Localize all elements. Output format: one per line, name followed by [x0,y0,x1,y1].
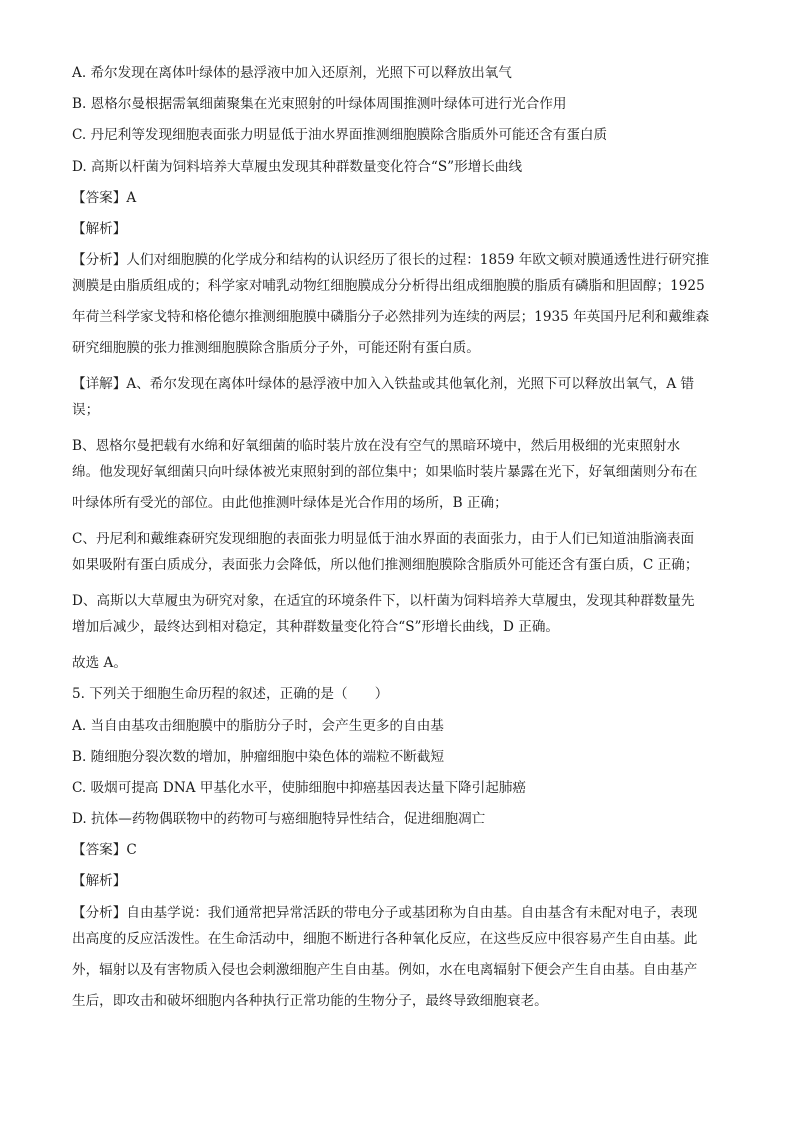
q5-analysis [72,903,724,1017]
q4-detail-line: 增加后减少，最终达到相对稳定，其种群数量变化符合“S”形增长曲线，D 正确。 [72,619,560,636]
q4-analysis [72,250,724,364]
q4-detail-line: C、丹尼利和戴维森研究发现细胞的表面张力明显低于油水界面的表面张力，由于人们已知道油脂滴表面 [72,531,695,548]
q5-jiexi-heading: 【解析】 [72,873,127,890]
q4-option-b: B. 恩格尔曼根据需氧细菌聚集在光束照射的叶绿体周围推测叶绿体可进行光合作用 [72,96,567,113]
q4-analysis-line: 年荷兰科学家戈特和格伦德尔推测细胞膜中磷脂分子必然排列为连续的两层；1935 年英国丹尼利和戴维森 [72,309,710,326]
q4-detail-a [72,374,724,426]
q4-option-a: A. 希尔发现在离体叶绿体的悬浮液中加入还原剂，光照下可以释放出氧气 [72,65,512,81]
q4-detail-line: 误； [72,402,100,419]
q5-option-c: C. 吸烟可提高 DNA 甲基化水平，使肺细胞中抑癌基因表达量下降引起肺癌 [72,779,527,796]
q5-option-a: A. 当自由基攻击细胞膜中的脂肪分子时，会产生更多的自由基 [72,717,444,734]
q4-conclusion: 故选 A。 [72,655,127,672]
q4-analysis-line: 测膜是由脂质组成的；科学家对哺乳动物红细胞膜成分分析得出组成细胞膜的脂质有磷脂和胆固醇；1925 [72,278,705,295]
q5-analysis-line: 出高度的反应活泼性。在生命活动中，细胞不断进行各种氧化反应，在这些反应中很容易产生自由基。此 [72,930,698,947]
q4-detail-line: 如果吸附有蛋白质成分，表面张力会降低，所以他们推测细胞膜除含脂质外可能还含有蛋白质，C 正确； [72,557,699,574]
q4-jiexi-heading: 【解析】 [72,220,127,237]
q4-answer: 【答案】A [72,189,137,206]
q4-detail-line: 绵。他发现好氧细菌只向叶绿体被光束照射到的部位集中；如果临时装片暴露在光下，好氧细菌则分布在 [72,464,698,481]
q5-answer: 【答案】C [72,842,137,859]
q4-detail-line: 【详解】A、希尔发现在离体叶绿体的悬浮液中加入入铁盐或其他氧化剂，光照下可以释放出氧气，A 错 [72,376,695,393]
q4-detail-line: B、恩格尔曼把载有水绵和好氧细菌的临时装片放在没有空气的黑暗环境中，然后用极细的光束照射水 [72,438,681,455]
q4-detail-d [72,591,724,643]
q5-analysis-line: 生后，即攻击和破坏细胞内各种执行正常功能的生物分子，最终导致细胞衰老。 [72,992,548,1009]
q5-analysis-line: 外，辐射以及有害物质入侵也会刺激细胞产生自由基。例如，水在电离辐射下便会产生自由基。自由基产 [72,961,698,978]
document-page [72,63,724,1027]
q4-analysis-line: 研究细胞膜的张力推测细胞膜除含脂质分子外，可能还附有蛋白质。 [72,340,480,357]
q4-option-d: D. 高斯以杆菌为饲料培养大草履虫发现其种群数量变化符合“S”形增长曲线 [72,158,523,175]
q4-option-c: C. 丹尼利等发现细胞表面张力明显低于油水界面推测细胞膜除含脂质外可能还含有蛋白质 [72,127,608,144]
q4-detail-line: 叶绿体所有受光的部位。由此他推测叶绿体是光合作用的场所，B 正确； [72,495,508,512]
q4-detail-b [72,436,724,519]
q4-analysis-line: 【分析】人们对细胞膜的化学成分和结构的认识经历了很长的过程：1859 年欧文顿对膜通透性进行研究推 [72,252,710,269]
q5-stem: 5. 下列关于细胞生命历程的叙述，正确的是（ ） [72,686,389,703]
q5-analysis-line: 【分析】自由基学说：我们通常把异常活跃的带电分子或基团称为自由基。自由基含有未配对电子，表现 [72,904,698,921]
q5-option-b: B. 随细胞分裂次数的增加，肿瘤细胞中染色体的端粒不断截短 [72,748,445,765]
q4-detail-c [72,529,724,581]
q5-option-d: D. 抗体—药物偶联物中的药物可与癌细胞特异性结合，促进细胞凋亡 [72,811,486,828]
q4-detail-line: D、高斯以大草履虫为研究对象，在适宜的环境条件下，以杆菌为饲料培养大草履虫，发现其种群数量先 [72,593,695,610]
